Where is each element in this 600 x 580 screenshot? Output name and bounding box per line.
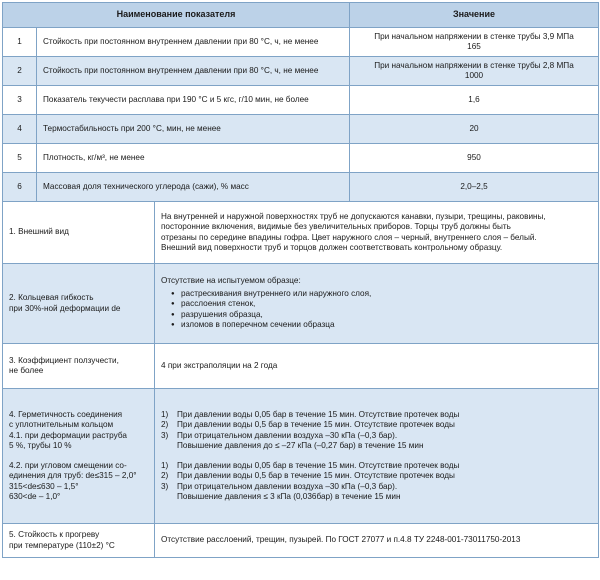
bullet-item: ● разрушения образца,: [171, 310, 592, 321]
table-row: [3, 57, 599, 86]
row-value: 20: [350, 115, 599, 144]
label-line: 4.1. при деформации раструба: [9, 430, 127, 440]
label-line: 315<de≤630 – 1,5°: [9, 481, 79, 491]
table-row: [3, 144, 599, 173]
row-value: [350, 57, 599, 86]
label-line: 3. Коэффициент ползучести,: [9, 355, 119, 365]
row-label: [3, 344, 155, 389]
row-number: 5: [3, 144, 37, 173]
list-item: 3) При отрицательном давлении воздуха –30 кПа (–0,3 бар).: [161, 430, 398, 440]
row-label: 1. Внешний вид: [3, 202, 155, 264]
value-line: 165: [467, 42, 481, 51]
desc-intro: Отсутствие на испытуемом образце:: [161, 276, 301, 286]
label-line: с уплотнительным кольцом: [9, 420, 114, 429]
label-line: 5. Стойкость к прогреву: [9, 530, 100, 539]
value-line: При начальном напряжении в стенке трубы 3,9 МПа: [374, 31, 574, 41]
desc-line: посторонние включения, видимые без увеличительных приборов. Торцы труб должны быть: [161, 222, 511, 231]
row-description: Отсутствие расслоений, трещин, пузырей. По ГОСТ 27077 и п.4.8 ТУ 2248-001-73011750-2013: [155, 524, 599, 558]
row-description: [155, 202, 599, 264]
value-line: При начальном напряжении в стенке трубы 2,8 МПа: [374, 60, 574, 70]
table-row-creep: [3, 344, 599, 389]
desc-line: Внешний вид поверхности труб и торцов должен соответствовать контрольному образцу.: [161, 243, 503, 252]
row-number: 6: [3, 173, 37, 202]
row-value: [350, 28, 599, 57]
label-line: 5 %, трубы 10 %: [9, 441, 72, 450]
list-item-continuation: Повышение давления ≤ 3 кПа (0,036бар) в течение 15 мин: [177, 492, 401, 501]
label-line: при температуре (110±2) °С: [9, 540, 115, 550]
list-item: 2) При давлении воды 0,5 бар в течение 15 мин. Отсутствие протечек воды: [161, 471, 455, 480]
header-value: Значение: [350, 3, 599, 28]
row-label: [3, 389, 155, 524]
value-line: 1000: [464, 71, 484, 80]
table-row-ring-flexibility: [3, 264, 599, 344]
row-name: Стойкость при постоянном внутреннем давлении при 80 °С, ч, не менее: [37, 28, 350, 57]
list-item-continuation: Повышение давления до ≤ –27 кПа (–0,27 бар) в течение 15 мин: [177, 441, 424, 450]
row-number: 3: [3, 86, 37, 115]
list-item: 1) При давлении воды 0,05 бар в течение 15 мин. Отсутствие протечек воды: [161, 409, 460, 419]
table-row: [3, 115, 599, 144]
row-description: [155, 389, 599, 524]
row-number: 4: [3, 115, 37, 144]
label-line: единения для труб: de≤315 – 2,0°: [9, 471, 137, 480]
row-value: 1,6: [350, 86, 599, 115]
label-line: 630<de – 1,0°: [9, 492, 61, 501]
row-name: Стойкость при постоянном внутреннем давлении при 80 °С, ч, не менее: [37, 57, 350, 86]
bullet-list: [161, 289, 592, 331]
row-value: 950: [350, 144, 599, 173]
header-row: [3, 3, 599, 28]
row-name: Массовая доля технического углерода (сажи), % масс: [37, 173, 350, 202]
row-name: Термостабильность при 200 °С, мин, не менее: [37, 115, 350, 144]
list-item: 2) При давлении воды 0,5 бар в течение 15 мин. Отсутствие протечек воды: [161, 420, 455, 429]
table-row: [3, 86, 599, 115]
label-line: 4.2. при угловом смещении со-: [9, 460, 127, 470]
row-value: 2,0–2,5: [350, 173, 599, 202]
list-item: 1) При давлении воды 0,05 бар в течение 15 мин. Отсутствие протечек воды: [161, 460, 460, 470]
table-row: [3, 28, 599, 57]
table-row-appearance: [3, 202, 599, 264]
row-label: [3, 264, 155, 344]
label-line: 2. Кольцевая гибкость: [9, 293, 94, 302]
row-description: 4 при экстраполяции на 2 года: [155, 344, 599, 389]
label-line: не более: [9, 366, 44, 375]
table-row: [3, 173, 599, 202]
desc-line: На внутренней и наружной поверхностях труб не допускаются канавки, пузыри, трещины, раковины,: [161, 211, 546, 221]
bullet-item: ● растрескивания внутреннего или наружного слоя,: [171, 289, 592, 300]
row-name: Плотность, кг/м³, не менее: [37, 144, 350, 173]
row-name: Показатель текучести расплава при 190 °С и 5 кгс, г/10 мин, не более: [37, 86, 350, 115]
row-description: [155, 264, 599, 344]
list-item: 3) При отрицательном давлении воздуха –30 кПа (–0,3 бар).: [161, 481, 398, 491]
row-label: [3, 524, 155, 558]
bullet-item: ● расслоения стенок,: [171, 299, 592, 310]
bullet-item: ● изломов в поперечном сечении образца: [171, 320, 592, 331]
row-number: 2: [3, 57, 37, 86]
row-number: 1: [3, 28, 37, 57]
label-line: 4. Герметичность соединения: [9, 409, 123, 419]
header-name: Наименование показателя: [3, 3, 350, 28]
table-row-tightness: [3, 389, 599, 524]
desc-line: отрезаны по середине впадины гофра. Цвет наружного слоя – черный, внутреннего слоя – белый.: [161, 232, 537, 242]
label-line: при 30%-ной деформации de: [9, 303, 121, 313]
table-row-heat-resistance: [3, 524, 599, 558]
specs-table: [2, 2, 599, 558]
